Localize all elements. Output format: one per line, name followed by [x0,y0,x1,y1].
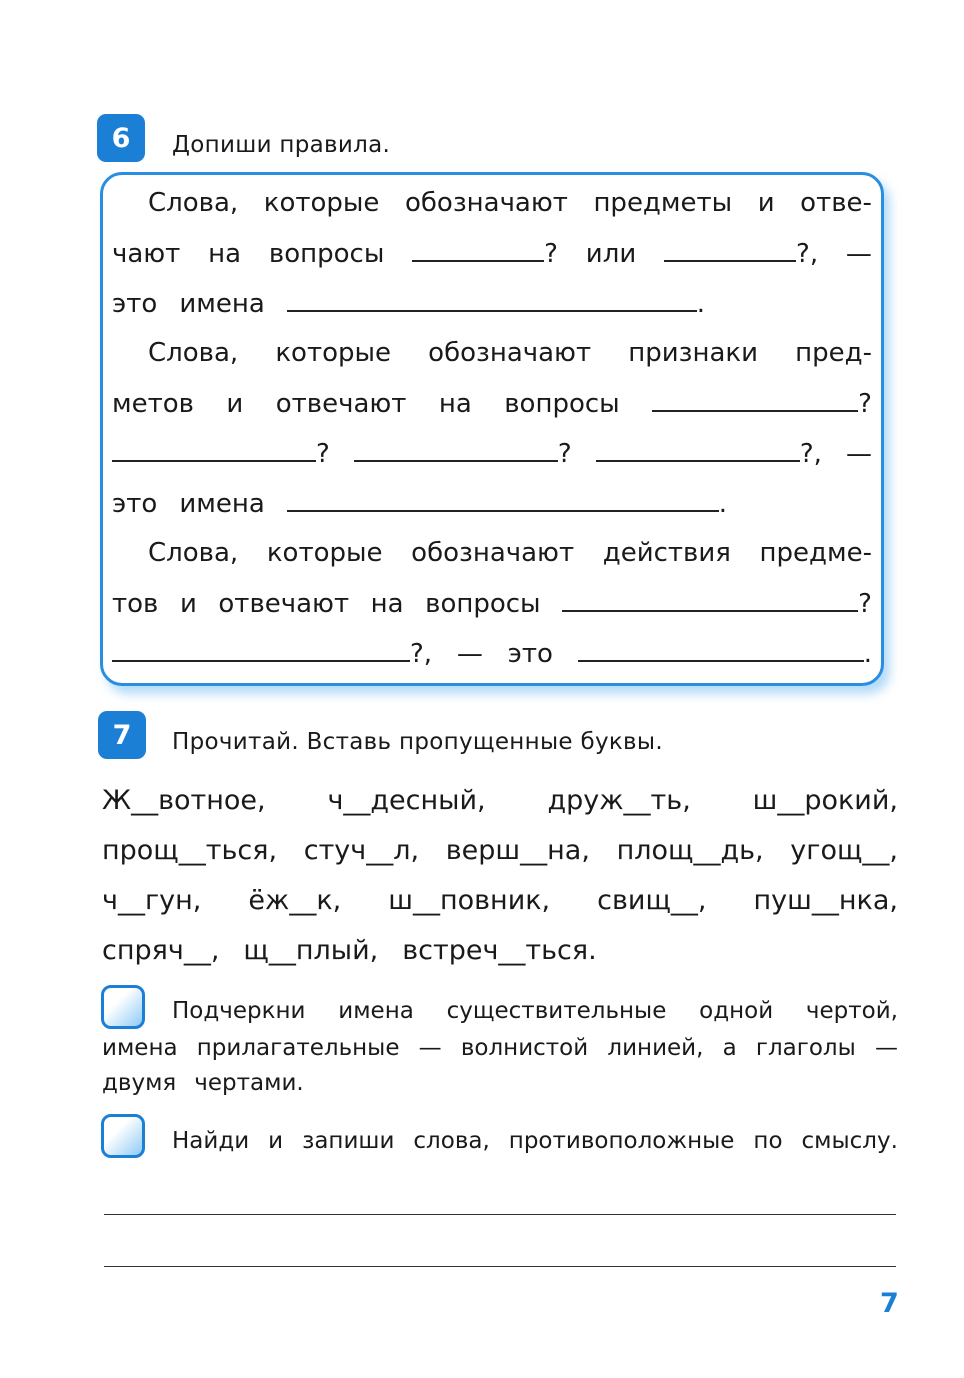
exercise-word: ш__повник, [388,885,551,916]
exercise-word: ш__рокий, [752,785,898,816]
exercise-word: пуш__нка, [753,885,898,916]
writing-line-2[interactable] [104,1266,896,1267]
word: имена [102,1035,178,1061]
word: — [874,1035,898,1061]
rule-3-line-1 [148,538,872,578]
blank-group [562,588,872,619]
exercise-word: верш__на, [445,835,590,866]
word: вопросы [425,589,541,619]
exercise-word: Ж__вотное, [102,785,266,816]
blank-group [652,388,872,419]
blank-group [412,238,558,269]
blank-group [112,638,432,669]
word: и [268,1128,284,1154]
word: существительные [446,998,667,1024]
word: волнистой [460,1035,589,1061]
word: чертами. [194,1070,304,1096]
blank-group [354,438,572,469]
subtask-2-checkbox[interactable] [101,1114,145,1158]
word: Слова, [148,538,239,568]
exercise-word: ч__десный, [327,785,486,816]
word: слова, [413,1128,490,1154]
page-number: 7 [880,1288,899,1319]
task-7-badge: 7 [98,711,146,759]
exercise-word: ёж__к, [248,885,342,916]
word: отвечают [218,589,350,619]
word: запиши [302,1128,395,1154]
word: противоположные [508,1128,735,1154]
word: чают [112,239,181,269]
word: прилагательные [196,1035,400,1061]
word: — [418,1035,442,1061]
word: Подчеркни [172,998,306,1024]
word: предме- [759,538,872,568]
word: это [112,289,158,319]
exercise-word: щ__плый, [243,935,379,966]
question-mark: ?, [410,639,433,669]
answer-blank[interactable] [412,238,544,262]
exercise-word: ч__гун, [102,885,202,916]
subtask-2-line-1 [172,1128,898,1162]
question-mark: ? [316,439,330,469]
word: Слова, [148,188,239,218]
word: предметы [593,188,733,218]
question-mark: ?, [799,439,822,469]
blank-group [578,638,872,669]
word: обозначают [411,538,575,568]
dash: — [456,639,483,669]
answer-blank[interactable] [578,638,864,662]
word: метов [112,389,194,419]
period: . [863,639,872,669]
word: на [208,239,242,269]
rule-2-line-3 [112,438,872,478]
word: имена [179,489,265,519]
exercise-line-1 [102,785,898,825]
word: это [507,639,553,669]
word: тов [112,589,159,619]
question-mark: ? [544,239,558,269]
word: линией, [607,1035,704,1061]
answer-blank[interactable] [562,588,858,612]
task-6-title: Допиши правила. [172,132,391,158]
exercise-word: спряч__, [102,935,220,966]
rule-2-line-1 [148,338,872,378]
answer-blank[interactable] [652,388,858,412]
rule-1-line-2 [112,238,872,278]
word: имена [179,289,265,319]
writing-line-1[interactable] [104,1214,896,1215]
exercise-word: друж__ть, [547,785,691,816]
word: Найди [172,1128,250,1154]
answer-blank[interactable] [354,438,558,462]
word: это [112,489,158,519]
blank-group [596,438,822,469]
word: и [757,188,775,218]
word: признаки [628,338,758,368]
exercise-line-4 [102,935,898,975]
word: и [179,589,197,619]
word: вопросы [504,389,620,419]
exercise-line-2 [102,835,898,875]
word: вопросы [268,239,385,269]
question-mark: ? [858,389,872,419]
word: на [370,589,404,619]
subtask-1-line-1 [172,998,898,1032]
rule-2-line-4 [112,488,872,528]
word: обозначают [404,188,568,218]
exercise-word: прощ__ться, [102,835,278,866]
exercise-word: свищ__, [597,885,707,916]
exercise-word: угощ__, [790,835,898,866]
blank-group [112,438,330,469]
word: или [585,239,637,269]
task-7-title: Прочитай. Вставь пропущенные буквы. [172,729,663,755]
word: на [438,389,472,419]
period: . [718,489,728,519]
answer-blank[interactable] [287,488,719,512]
word: одной [699,998,774,1024]
word: действия [602,538,731,568]
word: а [722,1035,737,1061]
answer-blank[interactable] [112,638,410,662]
word: двумя [102,1070,177,1096]
word: имена [338,998,414,1024]
blank-group [664,238,818,269]
answer-blank[interactable] [596,438,800,462]
answer-blank[interactable] [664,238,796,262]
rule-1-line-3 [112,288,872,328]
word: которые [263,188,380,218]
exercise-word: площ__дь, [616,835,764,866]
word: отвечают [275,389,407,419]
exercise-line-3 [102,885,898,925]
word: чертой, [805,998,898,1024]
word: и [226,389,244,419]
word: смыслу. [801,1128,898,1154]
word: обозначают [428,338,592,368]
dash: — [845,239,872,269]
word: глаголы [755,1035,856,1061]
rule-3-line-2 [112,588,872,628]
period: . [696,289,706,319]
exercise-word: стуч__л, [303,835,420,866]
word: пред- [795,338,872,368]
question-mark: ? [557,439,572,469]
rule-2-line-2 [112,388,872,428]
word: Слова, [148,338,239,368]
subtask-1-line-2 [102,1035,898,1069]
task-6-badge: 6 [97,114,145,162]
subtask-1-checkbox[interactable] [101,985,145,1029]
exercise-word: встреч__ться. [402,935,597,966]
answer-blank[interactable] [287,288,697,312]
answer-blank[interactable] [112,438,316,462]
word: по [753,1128,783,1154]
rule-3-line-3 [112,638,872,678]
word: которые [266,538,383,568]
subtask-1-line-3 [102,1070,898,1104]
dash: — [845,439,872,469]
question-mark: ?, [796,239,819,269]
word: отве- [800,188,872,218]
word: которые [275,338,392,368]
question-mark: ? [858,589,872,619]
rule-1-line-1 [148,188,872,228]
